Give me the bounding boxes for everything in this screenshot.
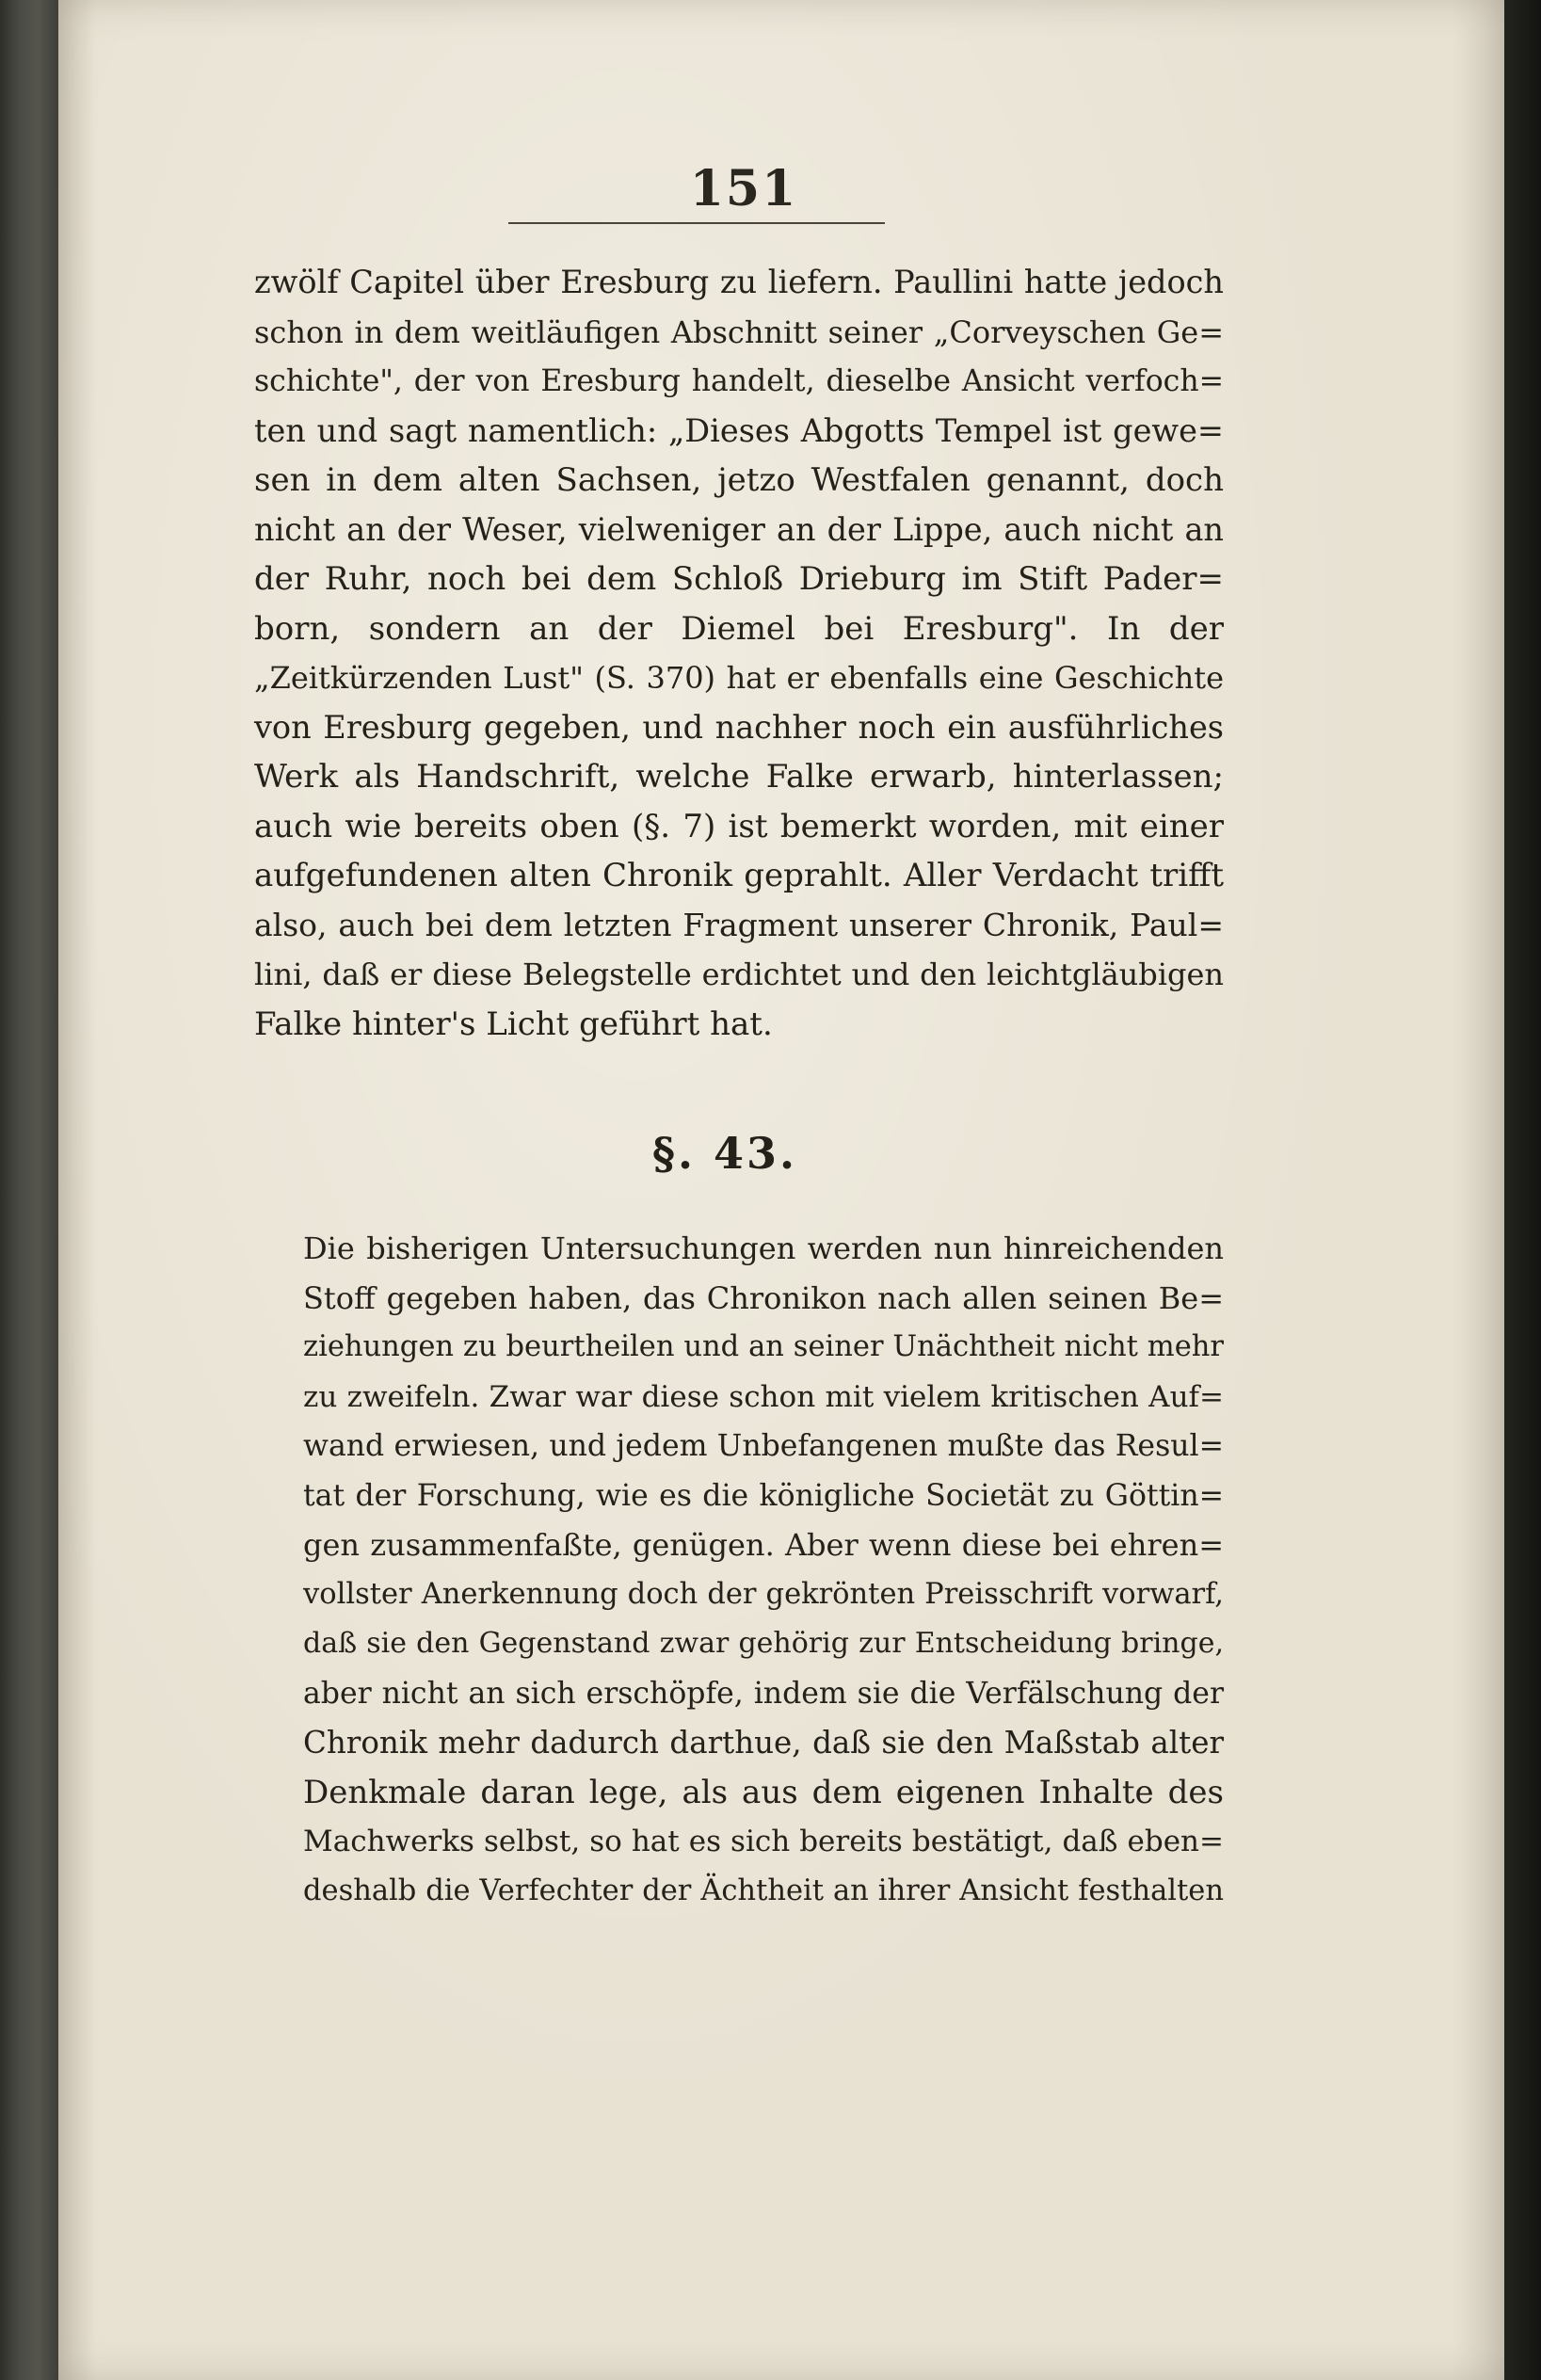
text-line: wand erwiesen, und jedem Unbefangenen mußte das Resul= [303, 1429, 1224, 1463]
text-line: gen zusammenfaßte, genügen. Aber wenn diese bei ehren= [303, 1527, 1224, 1563]
text-line: Machwerks selbst, so hat es sich bereits bestätigt, daß eben= [303, 1825, 1224, 1858]
text-line: Stoff gegeben haben, das Chronikon nach allen seinen Be= [303, 1279, 1224, 1316]
text-line: ten und sagt namentlich: „Dieses Abgotts Tempel ist gewe= [254, 411, 1224, 449]
text-line: born, sondern an der Diemel bei Eresburg". In der [254, 609, 1224, 648]
text-line: lini, daß er diese Belegstelle erdichtet und den leichtgläubigen [254, 957, 1224, 992]
text-line: Chronik mehr dadurch darthue, daß sie den Maßstab alter [303, 1725, 1224, 1761]
scan-edge [1504, 0, 1541, 2380]
text-line: aufgefundenen alten Chronik geprahlt. Aller Verdacht trifft [254, 857, 1224, 894]
text-line: ziehungen zu beurtheilen und an seiner Unächtheit nicht mehr [303, 1330, 1224, 1363]
text-line: zwölf Capitel über Eresburg zu liefern. Paullini hatte jedoch [254, 264, 1224, 300]
text-line: schon in dem weitläufigen Abschnitt seiner „Corveyschen Ge= [254, 314, 1224, 350]
text-line: „Zeitkürzenden Lust" (S. 370) hat er ebenfalls eine Geschichte [254, 660, 1224, 696]
text-line: der Ruhr, noch bei dem Schloß Drieburg im Stift Pader= [254, 560, 1224, 598]
text-line: Denkmale daran lege, als aus dem eigenen Inhalte des [303, 1773, 1224, 1811]
text-line: Falke hinter's Licht geführt hat. [254, 1005, 773, 1043]
text-line: sen in dem alten Sachsen, jetzo Westfalen genannt, doch [254, 461, 1224, 499]
text-line: von Eresburg gegeben, und nachher noch ein ausführliches [254, 708, 1224, 746]
page-number: 151 [689, 160, 798, 217]
text-line: nicht an der Weser, vielweniger an der Lippe, auch nicht an [254, 510, 1224, 548]
text-line: aber nicht an sich erschöpfe, indem sie die Verfälschung der [303, 1676, 1224, 1711]
header-rule [508, 222, 885, 224]
text-line: also, auch bei dem letzten Fragment unserer Chronik, Paul= [254, 906, 1224, 943]
text-line: Die bisherigen Untersuchungen werden nun hinreichenden [303, 1230, 1224, 1266]
section-heading: §. 43. [651, 1128, 798, 1179]
paragraph-2 [254, 1224, 1224, 1916]
text-line: auch wie bereits oben (§. 7) ist bemerkt worden, mit einer [254, 807, 1224, 845]
text-line: deshalb die Verfechter der Ächtheit an ihrer Ansicht festhalten [303, 1873, 1224, 1907]
text-line: vollster Anerkennung doch der gekrönten Preisschrift vorwarf, [303, 1577, 1224, 1611]
text-line: zu zweifeln. Zwar war diese schon mit vielem kritischen Auf= [303, 1379, 1224, 1414]
text-line: daß sie den Gegenstand zwar gehörig zur Entscheidung bringe, [303, 1627, 1224, 1660]
text-line: tat der Forschung, wie es die königliche Societät zu Göttin= [303, 1478, 1224, 1513]
text-line: Werk als Handschrift, welche Falke erwarb, hinterlassen; [254, 758, 1224, 796]
text-line: schichte", der von Eresburg handelt, dieselbe Ansicht verfoch= [254, 364, 1224, 398]
paragraph-1 [254, 258, 1224, 1049]
